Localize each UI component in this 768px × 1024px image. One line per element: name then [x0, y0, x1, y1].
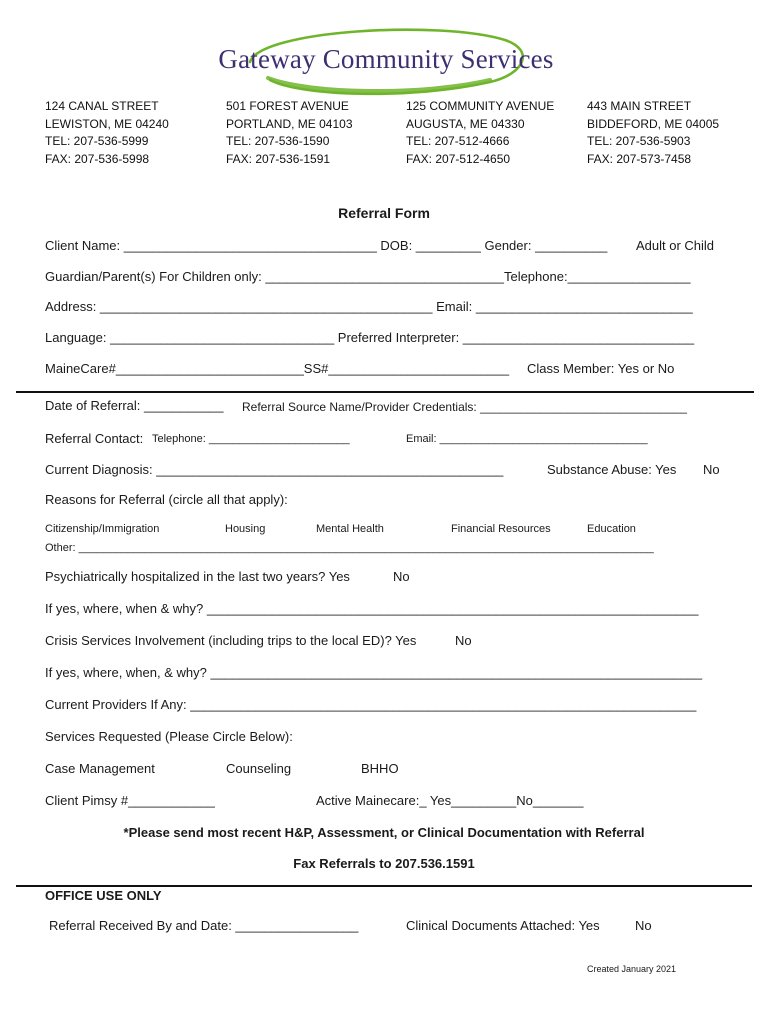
address-city: AUGUSTA, ME 04330: [406, 116, 525, 131]
address-city: BIDDEFORD, ME 04005: [587, 116, 720, 131]
reason-other-field[interactable]: Other: ______________________________________________________________________________________________: [45, 542, 654, 554]
crisis-details-field[interactable]: If yes, where, when, & why? ____________________________________________________________________: [45, 665, 703, 680]
received-by-field[interactable]: Referral Received By and Date: _________________: [49, 918, 359, 933]
crisis-services-yes[interactable]: Crisis Services Involvement (including trips to the local ED)? Yes: [45, 633, 417, 648]
date-of-referral-field[interactable]: Date of Referral: ___________: [45, 398, 224, 413]
service-counseling[interactable]: Counseling: [226, 761, 292, 776]
address-city: LEWISTON, ME 04240: [45, 116, 169, 131]
reason-citizenship[interactable]: Citizenship/Immigration: [45, 523, 160, 535]
adult-or-child-option[interactable]: Adult or Child: [636, 238, 715, 253]
address-tel: TEL: 207-536-5999: [45, 134, 149, 148]
reason-mental-health[interactable]: Mental Health: [316, 523, 384, 535]
reason-education[interactable]: Education: [587, 523, 636, 535]
address-fax: FAX: 207-573-7458: [587, 151, 692, 166]
substance-abuse-no[interactable]: No: [703, 462, 720, 477]
created-date: Created January 2021: [587, 964, 677, 974]
address-block-augusta: [406, 98, 554, 168]
address-street: 124 CANAL STREET: [45, 99, 159, 113]
psych-details-field[interactable]: If yes, where, when & why? ____________________________________________________________________: [45, 601, 699, 616]
address-tel: TEL: 207-536-1590: [226, 134, 330, 148]
clinical-docs-no[interactable]: No: [635, 918, 652, 933]
current-providers-field[interactable]: Current Providers If Any: ______________________________________________________________________: [45, 697, 697, 712]
address-street: 443 MAIN STREET: [587, 99, 692, 113]
psych-hospitalized-yes[interactable]: Psychiatrically hospitalized in the last two years? Yes: [45, 569, 350, 584]
office-use-heading: OFFICE USE ONLY: [45, 888, 162, 903]
address-fax: FAX: 207-536-1591: [226, 151, 331, 166]
reason-housing[interactable]: Housing: [225, 523, 266, 535]
service-bhho[interactable]: BHHO: [361, 761, 399, 776]
reasons-heading: Reasons for Referral (circle all that apply):: [45, 492, 288, 507]
address-city: PORTLAND, ME 04103: [226, 116, 353, 131]
referral-email-field[interactable]: Email: __________________________________: [406, 433, 648, 445]
address-tel: TEL: 207-536-5903: [587, 134, 691, 148]
address-field[interactable]: Address: ______________________________________________ Email: ______________________________: [45, 299, 693, 314]
section-divider: [16, 391, 754, 393]
language-field[interactable]: Language: _______________________________ Preferred Interpreter: ________________________________: [45, 330, 695, 345]
address-fax: FAX: 207-536-5998: [45, 151, 150, 166]
referral-telephone-field[interactable]: Telephone: _______________________: [152, 433, 350, 445]
client-pimsy-field[interactable]: Client Pimsy #____________: [45, 793, 215, 808]
referral-source-field[interactable]: Referral Source Name/Provider Credentials: _______________________________: [242, 400, 687, 414]
psych-hospitalized-no[interactable]: No: [393, 569, 410, 584]
clinical-docs-yes[interactable]: Clinical Documents Attached: Yes: [406, 918, 600, 933]
service-case-management[interactable]: Case Management: [45, 761, 155, 776]
address-street: 501 FOREST AVENUE: [226, 99, 349, 113]
crisis-services-no[interactable]: No: [455, 633, 472, 648]
address-fax: FAX: 207-512-4650: [406, 151, 511, 166]
services-requested-heading: Services Requested (Please Circle Below):: [45, 729, 293, 744]
referral-contact-label: Referral Contact:: [45, 431, 144, 446]
documentation-notice: *Please send most recent H&P, Assessment, or Clinical Documentation with Referral: [123, 825, 645, 840]
current-diagnosis-field[interactable]: Current Diagnosis: ________________________________________________: [45, 462, 504, 477]
logo: [190, 22, 580, 98]
form-title: Referral Form: [338, 205, 430, 221]
substance-abuse-yes[interactable]: Substance Abuse: Yes: [547, 462, 677, 477]
fax-referrals-notice: Fax Referrals to 207.536.1591: [293, 856, 475, 871]
client-name-field[interactable]: Client Name: ___________________________________ DOB: _________ Gender: __________: [45, 238, 608, 253]
active-mainecare-field[interactable]: Active Mainecare:_ Yes_________No_______: [316, 793, 584, 808]
address-street: 125 COMMUNITY AVENUE: [406, 99, 555, 113]
guardian-field[interactable]: Guardian/Parent(s) For Children only: _________________________________Telephone:_________________: [45, 269, 691, 284]
address-block-biddeford: [587, 98, 719, 168]
address-block-portland: [226, 98, 353, 168]
mainecare-field[interactable]: MaineCare#__________________________SS#_________________________: [45, 361, 510, 376]
class-member-option[interactable]: Class Member: Yes or No: [527, 361, 675, 376]
address-tel: TEL: 207-512-4666: [406, 134, 510, 148]
address-block-lewiston: [45, 98, 169, 168]
office-divider: [16, 885, 752, 887]
reason-financial[interactable]: Financial Resources: [451, 523, 551, 535]
org-name: Gateway Community Services: [218, 44, 554, 74]
